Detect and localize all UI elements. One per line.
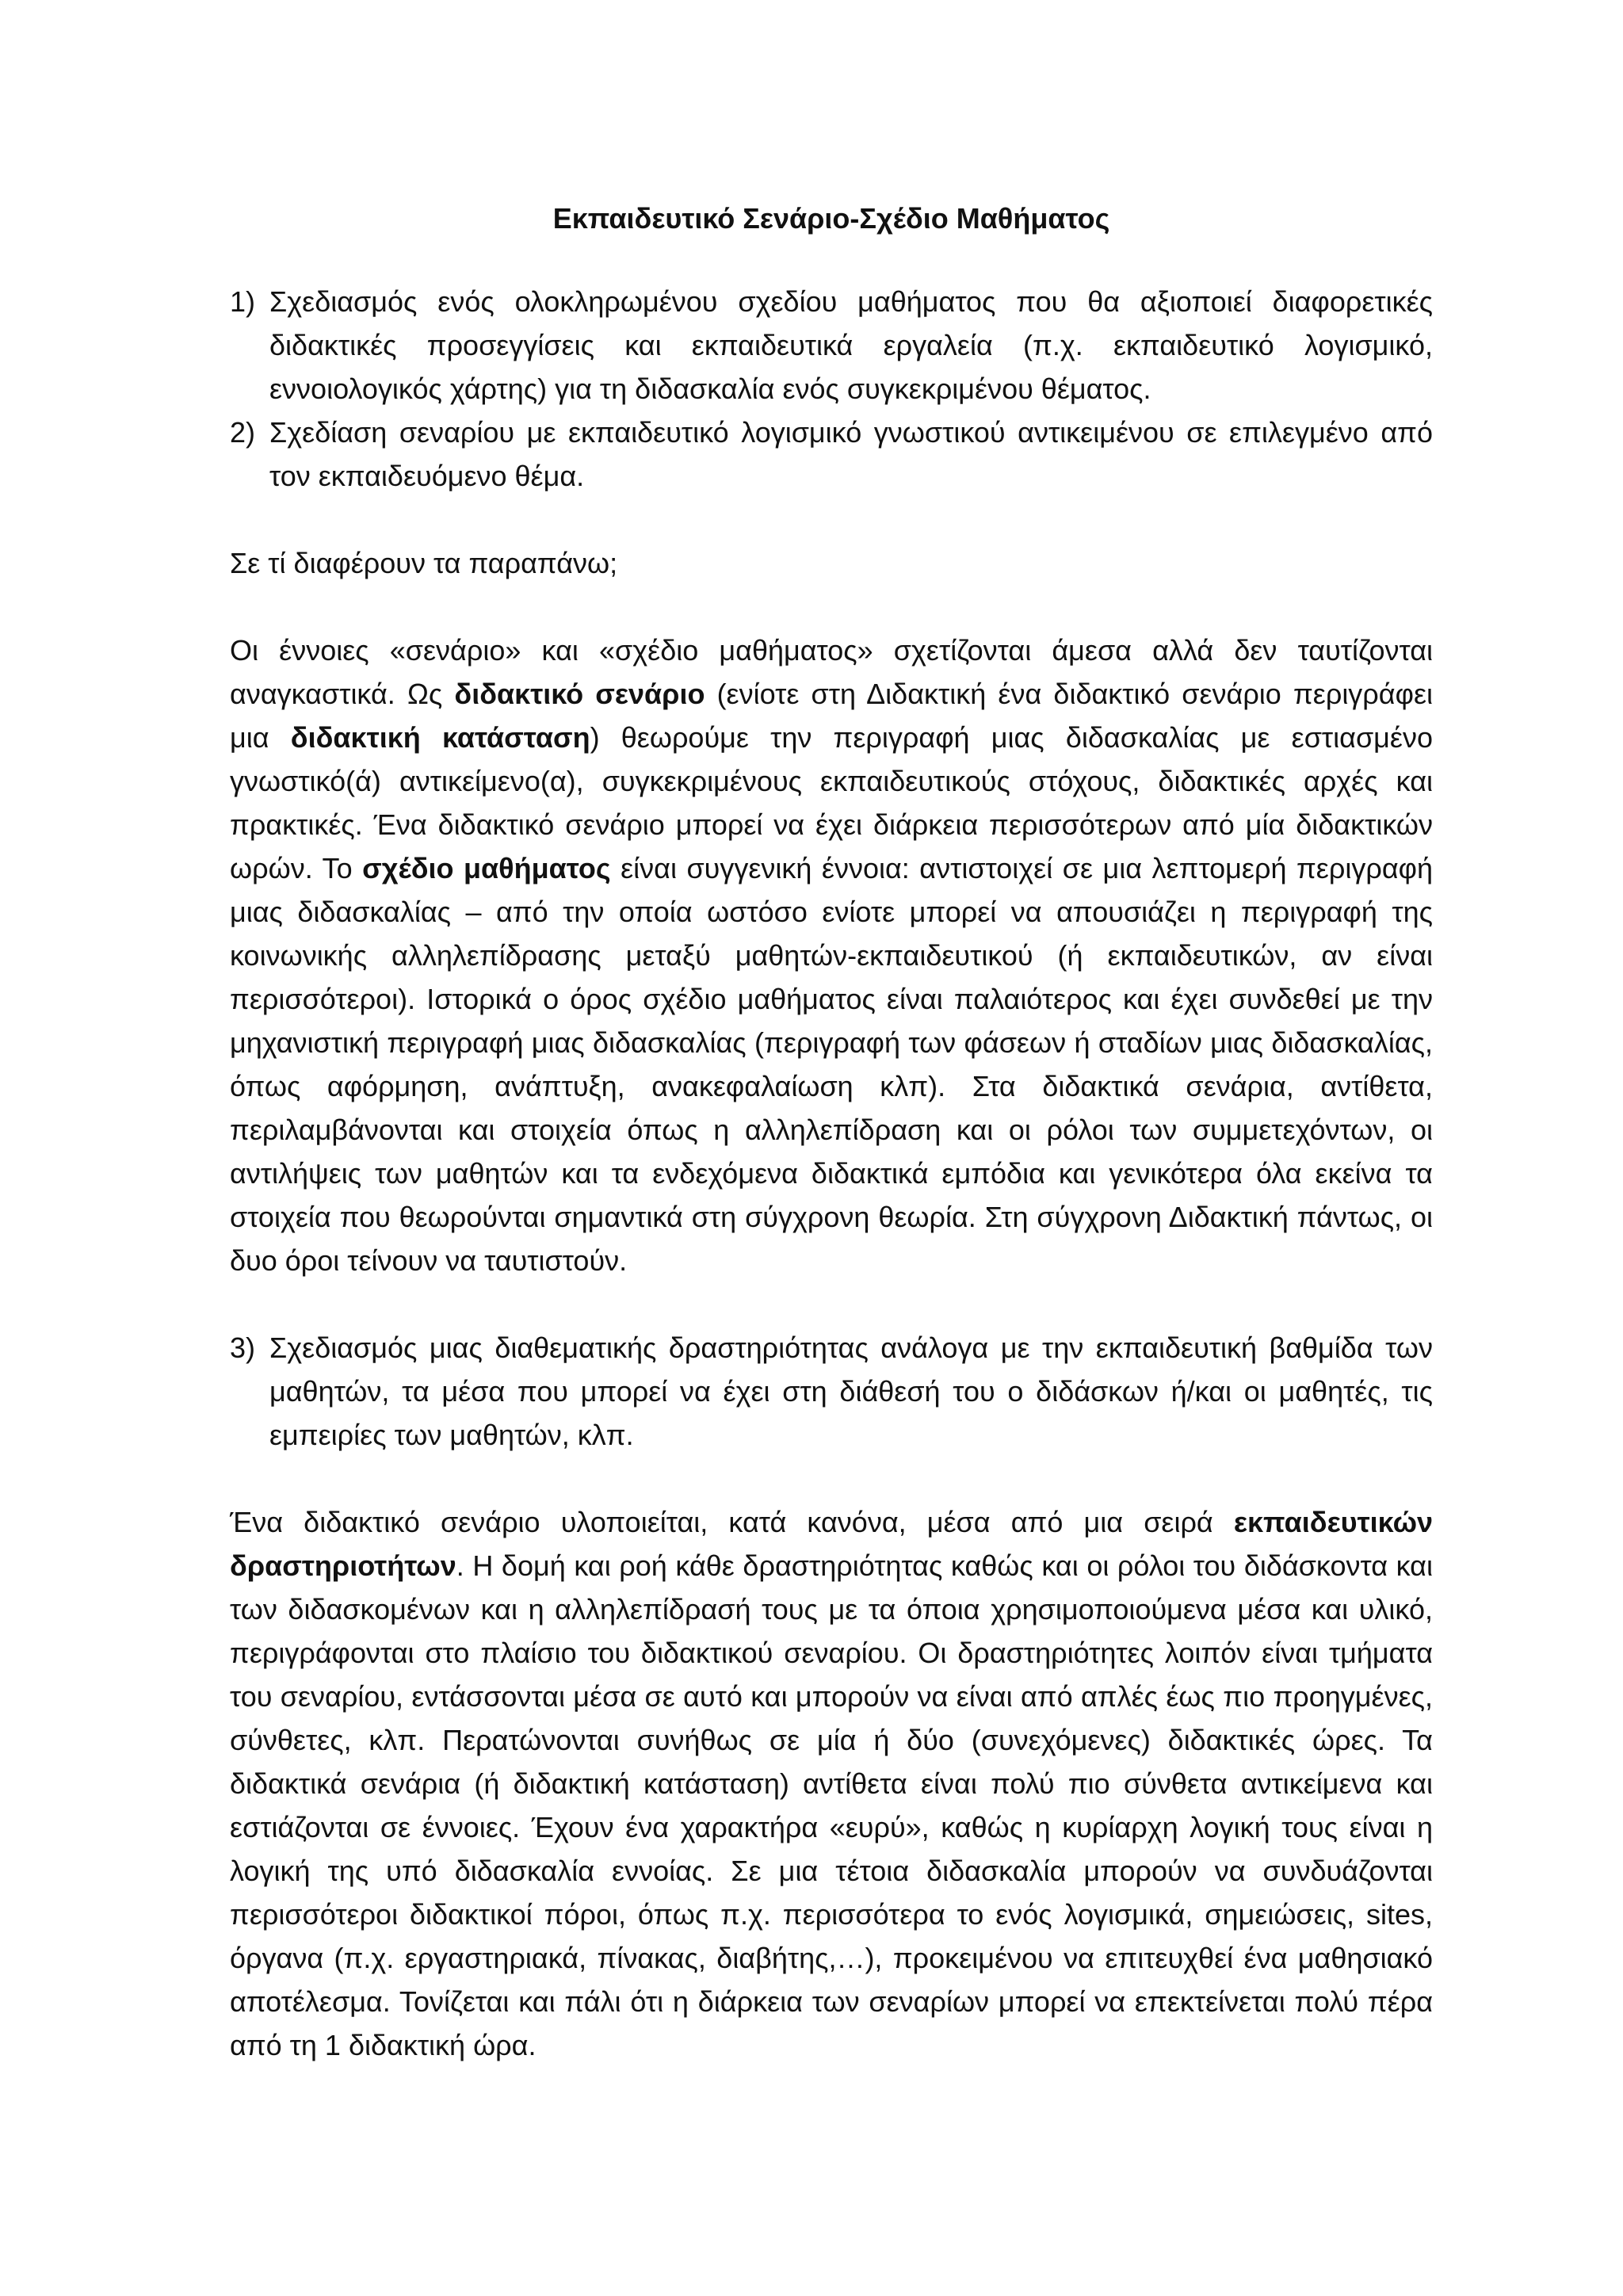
- paragraph-scenario-vs-plan: [230, 628, 1433, 1282]
- text-run: ) θεωρούμε την περιγραφή μιας διδασκαλίας με εστιασμένο γνωστικό(ά) αντικείμενο(α), συγκεκριμένους εκπαιδευτικούς στόχους, διδακτικές αρχές και πρακτικές. Ένα διδακτικό σενάριο μπορεί να έχει διάρκεια περισσότερων από μία διδακτικών ωρών. Το: [230, 721, 1433, 884]
- bold-term: σχέδιο μαθήματος: [362, 852, 611, 884]
- text-run: (ενίοτε στη Διδακτική ένα διδακτικό σενάριο περιγράφει μια: [230, 678, 1433, 754]
- list-item-text: Σχεδιασμός μιας διαθεματικής δραστηριότητας ανάλογα με την εκπαιδευτική βαθμίδα των μαθητών, τα μέσα που μπορεί να έχει στη διάθεσή του ο διδάσκων ή/και οι μαθητές, τις εμπειρίες των μαθητών, κλπ.: [269, 1331, 1433, 1451]
- document-title: Εκπαιδευτικό Σενάριο-Σχέδιο Μαθήματος: [552, 202, 1110, 235]
- list-item-3: [230, 1326, 1433, 1457]
- bold-term: διδακτικό σενάριο: [454, 678, 705, 710]
- bold-term: διδακτική κατάσταση: [290, 721, 590, 754]
- text-run: . Η δομή και ροή κάθε δραστηριότητας καθώς και οι ρόλοι του διδάσκοντα και των διδασκομένων και η αλληλεπίδρασή τους με τα όποια χρησιμοποιούμενα μέσα και υλικό, περιγράφονται στο πλαίσιο του διδακτικού σεναρίου. Οι δραστηριότητες λοιπόν είναι τμήματα του σεναρίου, εντάσσονται μέσα σε αυτό και μπορούν να είναι από απλές έως πιο προηγμένες, σύνθετες, κλπ. Περατώνονται συνήθως σε μία ή δύο (συνεχόμενες) διδακτικές ώρες. Τα διδακτικά σενάρια (ή διδακτική κατάσταση) αντίθετα είναι πολύ πιο σύνθετα αντικείμενα και εστιάζονται σε έννοιες. Έχουν ένα χαρακτήρα «ευρύ», καθώς η κυρίαρχη λογική τους είναι η λογική της υπό διδασκαλία εννοίας. Σε μια τέτοια διδασκαλία μπορούν να συνδυάζονται περισσότεροι διδακτικοί πόροι, όπως π.χ. περισσότερα το ενός λογισμικά, σημειώσεις, sites, όργανα (π.χ. εργαστηριακά, πίνακας, διαβήτης,…), προκειμένου να επιτευχθεί ένα μαθησιακό αποτέλεσμα. Τονίζεται και πάλι ότι η διάρκεια των σεναρίων μπορεί να επεκτείνεται πολύ πέρα από τη 1 διδακτική ώρα.: [230, 1549, 1433, 2061]
- document-page: [230, 197, 1433, 2067]
- question-paragraph: Σε τί διαφέρουν τα παραπάνω;: [230, 547, 618, 579]
- list-item-1: [230, 280, 1433, 411]
- bold-term: εκπαιδευτικών δραστηριοτήτων: [230, 1506, 1433, 1582]
- list-number: 3): [230, 1331, 256, 1364]
- list-item-text: Σχεδίαση σεναρίου με εκπαιδευτικό λογισμικό γνωστικού αντικειμένου σε επιλεγμένο από τον εκπαιδευόμενο θέμα.: [269, 416, 1433, 492]
- list-item-2: [230, 411, 1433, 498]
- paragraph-activities: [230, 1500, 1433, 2067]
- text-run: είναι συγγενική έννοια: αντιστοιχεί σε μια λεπτομερή περιγραφή μιας διδασκαλίας – από την οποία ωστόσο ενίοτε μπορεί να απουσιάζει η περιγραφή της κοινωνικής αλληλεπίδρασης μεταξύ μαθητών-εκπαιδευτικού (ή εκπαιδευτικών, αν είναι περισσότεροι). Ιστορικά ο όρος σχέδιο μαθήματος είναι παλαιότερος και έχει συνδεθεί με την μηχανιστική περιγραφή μιας διδασκαλίας (περιγραφή των φάσεων ή σταδίων μιας διδασκαλίας, όπως αφόρμηση, ανάπτυξη, ανακεφαλαίωση κλπ). Στα διδακτικά σενάρια, αντίθετα, περιλαμβάνονται και στοιχεία όπως η αλληλεπίδραση και οι ρόλοι των συμμετεχόντων, οι αντιλήψεις των μαθητών και τα ενδεχόμενα διδακτικά εμπόδια και γενικότερα όλα εκείνα τα στοιχεία που θεωρούνται σημαντικά στη σύγχρονη θεωρία. Στη σύγχρονη Διδακτική πάντως, οι δυο όροι τείνουν να ταυτιστούν.: [230, 852, 1433, 1277]
- text-run: Οι έννοιες «σενάριο» και «σχέδιο μαθήματος» σχετίζονται άμεσα αλλά δεν ταυτίζονται αναγκαστικά. Ως: [230, 634, 1433, 710]
- list-number: 1): [230, 285, 256, 318]
- text-run: Ένα διδακτικό σενάριο υλοποιείται, κατά κανόνα, μέσα από μια σειρά: [230, 1506, 1234, 1538]
- list-number: 2): [230, 416, 256, 449]
- list-item-text: Σχεδιασμός ενός ολοκληρωμένου σχεδίου μαθήματος που θα αξιοποιεί διαφορετικές διδακτικές προσεγγίσεις και εκπαιδευτικά εργαλεία (π.χ. εκπαιδευτικό λογισμικό, εννοιολογικός χάρτης) για τη διδασκαλία ενός συγκεκριμένου θέματος.: [269, 285, 1433, 405]
